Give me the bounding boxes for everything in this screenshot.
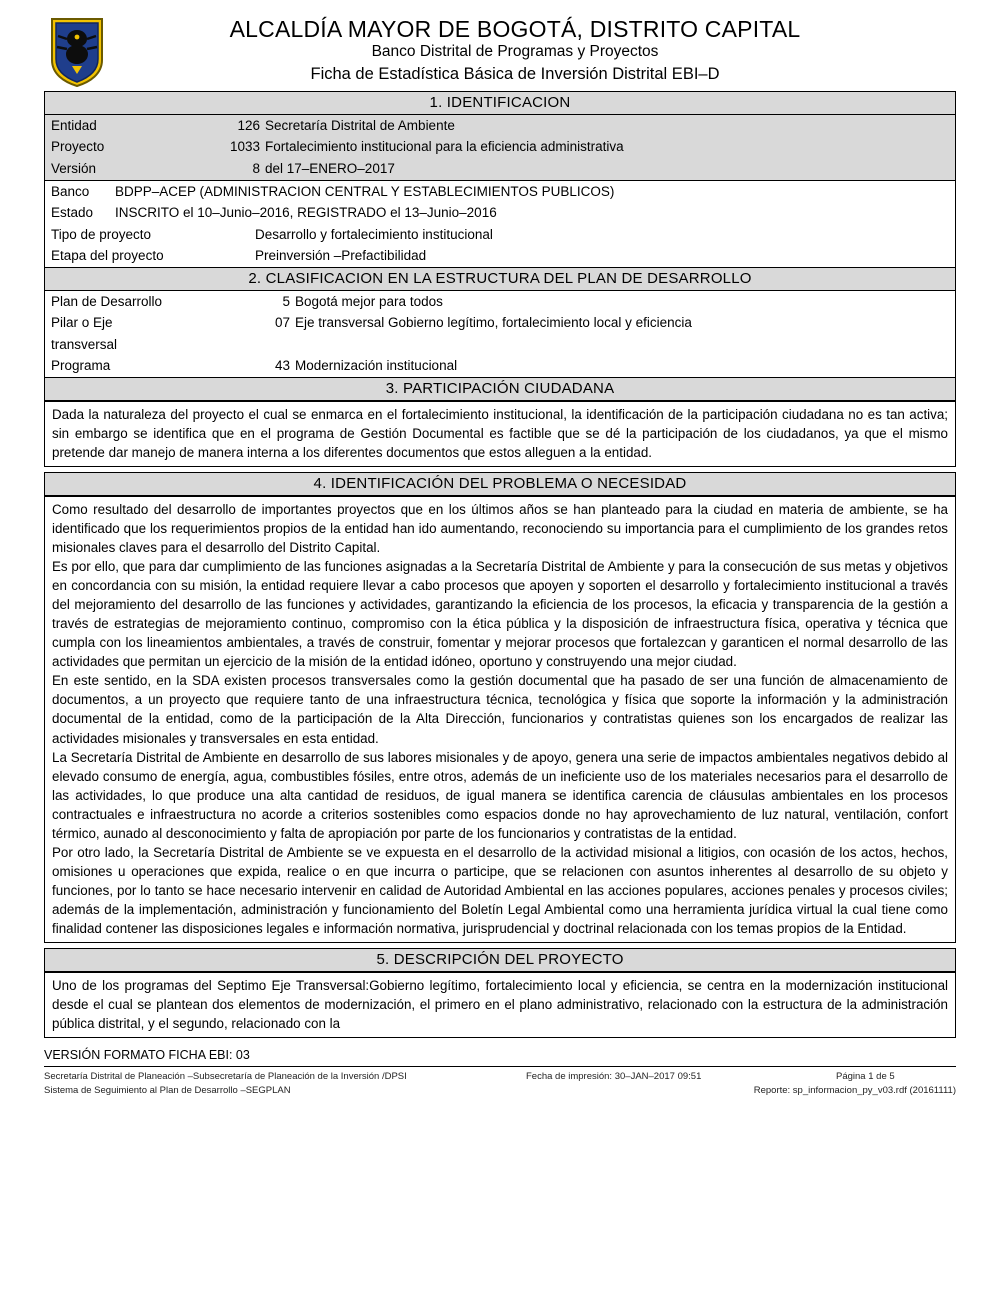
clasificacion-rows bbox=[45, 291, 955, 377]
identificacion-rows bbox=[45, 115, 955, 181]
footer-page bbox=[836, 1070, 956, 1084]
row-entidad bbox=[45, 115, 955, 137]
problema-text-block bbox=[44, 497, 956, 943]
problema-paragraph-5: Por otro lado, la Secretaría Distrital de Ambiente se ve expuesta en el desarrollo de la actividad misional a litigios, con ocasión de los actos, hechos, omisiones u operaciones que expida, realice o en que incurra o participe, que se relacionen con asuntos inherentes al desarrollo de su objeto y funciones, por lo tanto se hace necesario intervenir en calidad de Autoridad Ambiental en las acciones populares, acciones penales y procesos civiles; además de la implementación, administración y funcionamiento del Boletín Legal Ambiental como una herramienta jurídica virtual la cual tiene como finalidad contener las disposiciones legales e información normativa, jurisprudencial y doctrinal relacionada con los temas propios de la Entidad. bbox=[52, 844, 948, 936]
section-problema bbox=[44, 472, 956, 497]
row-plan-desarrollo bbox=[45, 291, 955, 313]
row-version bbox=[45, 158, 955, 180]
participacion-paragraph: Dada la naturaleza del proyecto el cual se enmarca en el fortalecimiento institucional, la identificación de la participación ciudadana no es tan activa; sin embargo se identifica que en el programa de Gestión Documental es factible que se dé la participación de los ciudadanos, ya que el mismo pretende dar manejo de manera interna a los diferentes documentos que estos alleguen a la entidad. bbox=[52, 407, 948, 461]
programa-label: Programa bbox=[51, 358, 111, 374]
header-subtitle-bank: Banco Distrital de Programas y Proyectos bbox=[371, 43, 659, 61]
section-1-bar: 1. IDENTIFICACION bbox=[45, 92, 955, 115]
section-descripcion bbox=[44, 948, 956, 973]
footer-office-line: Secretaría Distrital de Planeación –Subsecretaría de Planeación de la Inversión /DPSI bbox=[44, 1070, 407, 1082]
pilar-value: Eje transversal Gobierno legítimo, fortalecimiento local y eficiencia bbox=[295, 315, 692, 331]
problema-paragraph-2: Es por ello, que para dar cumplimiento de las funciones asignadas a la Secretaría Distrital de Ambiente y para la consecución de sus metas y objetivos en concordancia con su misión, la entidad requiere llevar a cabo procesos que apoyen y soporten el desarrollo y fortalecimiento institucional a través del mejoramiento del desarrollo de las funciones y actividades, garantizando la eficiencia de los procesos, la eficacia y transparencia de la gestión a través de estrategias de mejoramiento continuo, compromiso con la ética pública y la disposición de infraestructura física, operativa y técnica que cumpla con los lineamientos ambientales, a través de construir, fomentar y mejorar procesos que fortalezcan y garanticen el normal desarrollo de las actividades que permitan un ejercicio de la misión de la entidad idóneo, oportuno y construyendo una mejor ciudad. bbox=[52, 559, 948, 670]
section-5-bar: 5. DESCRIPCIÓN DEL PROYECTO bbox=[45, 949, 955, 972]
footer-divider bbox=[44, 1066, 956, 1067]
pilar-label-line2: transversal bbox=[51, 336, 118, 352]
footer-left bbox=[44, 1070, 526, 1099]
problema-paragraph-3: En este sentido, en la SDA existen procesos transversales como la gestión documental que ha pasado de ser una función de almacenamiento de documentos, a un proyecto que requiere tanto de una infraestructura técnica, tecnológica y física que soporte la información y la administración documental de la entidad, como de la participación de la Alta Dirección, funcionarios y contratistas quienes son los encargados de realizar las actividades misionales y transversales en esta entidad. bbox=[52, 673, 948, 746]
bogota-coat-of-arms-icon bbox=[48, 16, 106, 88]
section-3-bar: 3. PARTICIPACIÓN CIUDADANA bbox=[45, 378, 955, 401]
section-2-bar: 2. CLASIFICACION EN LA ESTRUCTURA DEL PLAN DE DESARROLLO bbox=[45, 268, 955, 291]
footer-page-value: 1 de 5 bbox=[868, 1070, 895, 1082]
section-participacion bbox=[44, 377, 956, 402]
plan-value: Bogotá mejor para todos bbox=[295, 293, 443, 309]
plan-code: 5 bbox=[282, 293, 290, 309]
proyecto-value: Fortalecimiento institucional para la eficiencia administrativa bbox=[265, 139, 624, 155]
row-pilar-eje-cont bbox=[45, 334, 955, 356]
document-header bbox=[44, 14, 956, 91]
estado-label: Estado bbox=[51, 205, 94, 221]
descripcion-text-block bbox=[44, 973, 956, 1038]
version-label: Versión bbox=[51, 160, 97, 176]
descripcion-paragraph-1: Uno de los programas del Septimo Eje Transversal:Gobierno legítimo, fortalecimiento local y eficiencia, se centra en la modernización institucional desde el cual se plantean dos elementos de modernización, el primero en el plano administrativo, relacionado con la estructura de la administración pública distrital, y el segundo, relacionado con la bbox=[52, 977, 948, 1031]
pilar-label: Pilar o Eje bbox=[51, 315, 113, 331]
version-code: 8 bbox=[252, 160, 260, 176]
etapa-value: Preinversión –Prefactibilidad bbox=[255, 248, 427, 264]
row-pilar-eje bbox=[45, 312, 955, 334]
proyecto-label: Proyecto bbox=[51, 139, 105, 155]
entidad-code: 126 bbox=[237, 117, 260, 133]
tipo-value: Desarrollo y fortalecimiento institucional bbox=[255, 226, 493, 242]
page-title: ALCALDÍA MAYOR DE BOGOTÁ, DISTRITO CAPITAL bbox=[229, 16, 801, 42]
footer-print-label: Fecha de impresión: bbox=[526, 1070, 613, 1082]
row-programa bbox=[45, 355, 955, 377]
row-estado bbox=[45, 202, 955, 224]
section-identificacion bbox=[44, 91, 956, 267]
footer-report-line: Reporte: sp_informacion_py_v03.rdf (20161111) bbox=[753, 1085, 956, 1097]
etapa-label: Etapa del proyecto bbox=[51, 248, 164, 264]
footer-print bbox=[526, 1070, 836, 1084]
estado-value: INSCRITO el 10–Junio–2016, REGISTRADO el 13–Junio–2016 bbox=[115, 205, 497, 221]
document-footer bbox=[44, 1048, 956, 1099]
banco-label: Banco bbox=[51, 183, 90, 199]
header-subtitle-form: Ficha de Estadística Básica de Inversión Distrital EBI–D bbox=[310, 64, 720, 83]
row-proyecto bbox=[45, 136, 955, 158]
footer-page-label: Página bbox=[836, 1070, 866, 1082]
footer-version: VERSIÓN FORMATO FICHA EBI: 03 bbox=[44, 1047, 250, 1062]
banco-value: BDPP–ACEP (ADMINISTRACION CENTRAL Y ESTABLECIMIENTOS PUBLICOS) bbox=[115, 183, 615, 199]
entidad-label: Entidad bbox=[51, 117, 97, 133]
footer-print-row bbox=[526, 1070, 956, 1084]
version-value: del 17–ENERO–2017 bbox=[265, 160, 395, 176]
programa-value: Modernización institucional bbox=[295, 358, 458, 374]
problema-paragraph-4: La Secretaría Distrital de Ambiente en desarrollo de sus labores misionales y de apoyo, genera una serie de impactos ambientales negativos debido al elevado consumo de energía, agua, combustibles fósiles, entre otros, además de un ineficiente uso de los materiales necesarios para el desarrollo de las actividades, lo que produce una alta cantidad de residuos, de igual manera se identifica carencia de cláusulas ambientales en los procesos contractuales e infraestructura no acorde a criterios sostenibles como espacios donde no hay aprovechamiento de luz natural, ventilación, confort térmico, aunado al desconocimiento y falta de apropiación por parte de los funcionarios y contratistas de la entidad. bbox=[52, 749, 948, 841]
problema-paragraph-1: Como resultado del desarrollo de importantes proyectos que en los últimos años se han planteado para la ciudad en materia de ambiente, se ha identificado que los requerimientos propios de la entidad han ido aumentando, reconociendo su importancia para el cumplimiento de los grandes retos misionales claves para el desarrollo del Distrito Capital. bbox=[52, 502, 948, 556]
banco-rows bbox=[45, 181, 955, 267]
section-clasificacion bbox=[44, 267, 956, 377]
row-tipo-proyecto bbox=[45, 224, 955, 246]
programa-code: 43 bbox=[274, 358, 290, 374]
footer-system-line: Sistema de Seguimiento al Plan de Desarrollo –SEGPLAN bbox=[44, 1085, 291, 1097]
footer-content bbox=[44, 1070, 956, 1099]
row-etapa-proyecto bbox=[45, 245, 955, 267]
plan-label: Plan de Desarrollo bbox=[51, 293, 163, 309]
section-4-bar: 4. IDENTIFICACIÓN DEL PROBLEMA O NECESIDAD bbox=[45, 473, 955, 496]
pilar-code: 07 bbox=[274, 315, 290, 331]
footer-right bbox=[526, 1070, 956, 1099]
participacion-text-block bbox=[44, 402, 956, 467]
footer-print-value: 30–JAN–2017 09:51 bbox=[614, 1070, 702, 1082]
proyecto-code: 1033 bbox=[229, 139, 260, 155]
entidad-value: Secretaría Distrital de Ambiente bbox=[265, 117, 455, 133]
tipo-label: Tipo de proyecto bbox=[51, 226, 152, 242]
row-banco bbox=[45, 181, 955, 203]
